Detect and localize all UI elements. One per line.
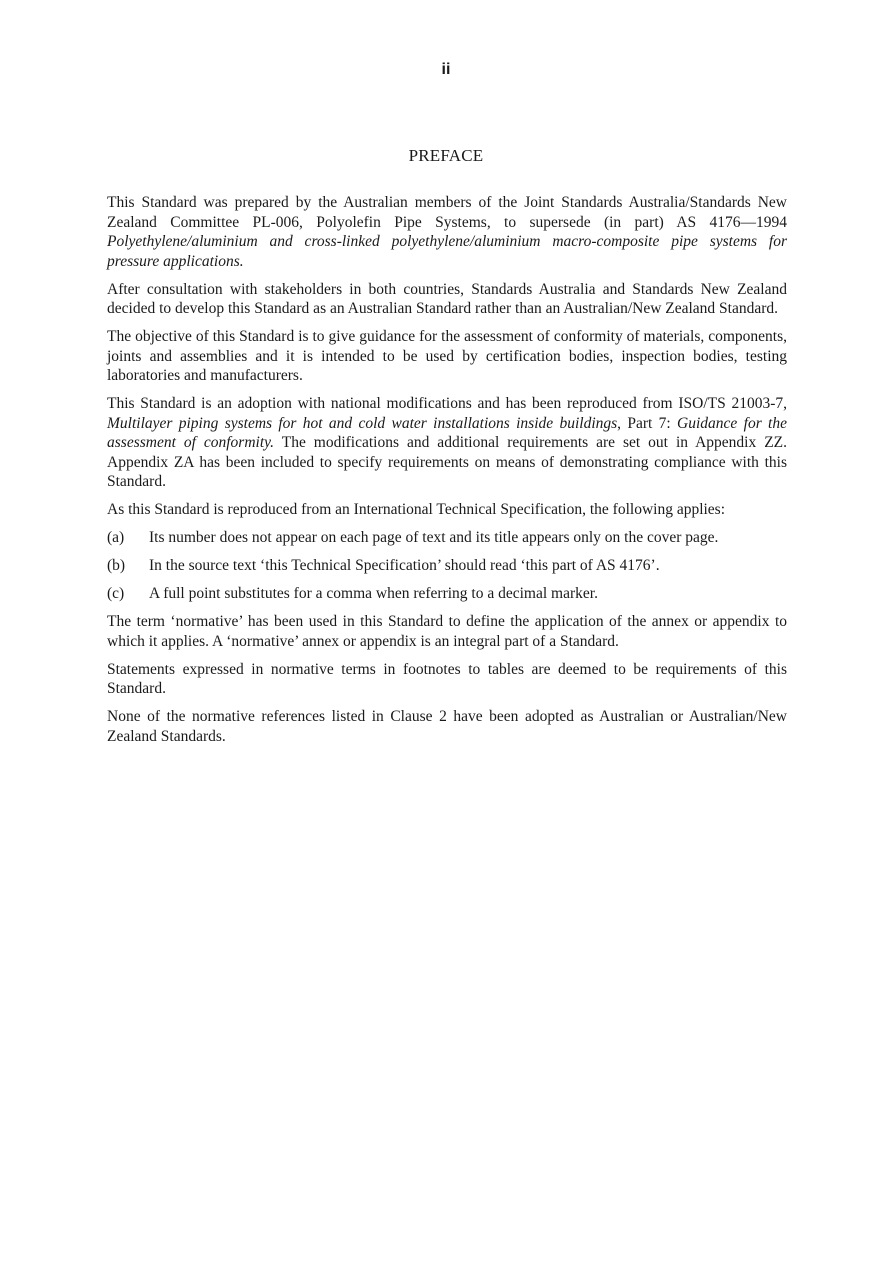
list-item	[107, 556, 787, 576]
list-item-text: Its number does not appear on each page of text and its title appears only on the cover page.	[149, 529, 719, 546]
paragraph	[107, 500, 787, 520]
italic-title-text: Guidance for the assessment of conformity.	[107, 414, 787, 451]
paragraph-text: This Standard was prepared by the Australian members of the Joint Standards Australia/Standards New Zealand Committee PL-006, Polyolefin Pipe Systems, to supersede (in part) AS 4176—1994	[107, 194, 787, 231]
page-number: ii	[441, 61, 451, 78]
italic-title-text: Polyethylene/aluminium and cross-linked polyethylene/aluminium macro-composite pipe systems for pressure applications.	[107, 233, 787, 270]
paragraph-text: The modifications and additional requirements are set out in Appendix ZZ. Appendix ZA has been included to specify requirements on means of demonstrating compliance with this Standard.	[107, 434, 788, 490]
paragraph-text: , Part 7:	[617, 414, 678, 432]
list-marker: (b)	[107, 557, 126, 574]
closing-paragraphs	[107, 612, 787, 746]
paragraph	[107, 193, 787, 271]
paragraph	[107, 394, 787, 492]
document-body	[107, 193, 787, 755]
list-item	[107, 584, 787, 604]
paragraph-text: The objective of this Standard is to give guidance for the assessment of conformity of materials, components, joints and assemblies and it is intended to be used by certification bodies, inspection bodies, testing laboratories and manufacturers.	[107, 328, 787, 384]
list-item	[107, 528, 787, 548]
preface-paragraphs	[107, 193, 787, 520]
page-title: PREFACE	[408, 146, 484, 165]
list-marker: (c)	[107, 585, 125, 602]
list-item-text: In the source text ‘this Technical Specification’ should read ‘this part of AS 4176’.	[149, 557, 660, 574]
paragraph-text: After consultation with stakeholders in both countries, Standards Australia and Standards New Zealand decided to develop this Standard as an Australian Standard rather than an Australian/New Zealand Standard.	[107, 280, 787, 317]
italic-title-text: Multilayer piping systems for hot and cold water installations inside buildings	[107, 414, 618, 432]
applies-list	[107, 528, 787, 604]
paragraph-text: As this Standard is reproduced from an International Technical Specification, the following applies:	[107, 501, 726, 518]
paragraph-text: This Standard is an adoption with national modifications and has been reproduced from ISO/TS 21003-7,	[107, 395, 787, 412]
paragraph	[107, 280, 787, 319]
list-item-text: A full point substitutes for a comma when referring to a decimal marker.	[149, 585, 598, 602]
paragraph: The term ‘normative’ has been used in this Standard to define the application of the annex or appendix to which it applies. A ‘normative’ annex or appendix is an integral part of a Standard.	[107, 613, 787, 650]
paragraph: Statements expressed in normative terms in footnotes to tables are deemed to be requirements of this Standard.	[107, 660, 787, 697]
paragraph: None of the normative references listed in Clause 2 have been adopted as Australian or Australian/New Zealand Standards.	[107, 708, 787, 745]
paragraph	[107, 327, 787, 386]
list-marker: (a)	[107, 529, 125, 546]
